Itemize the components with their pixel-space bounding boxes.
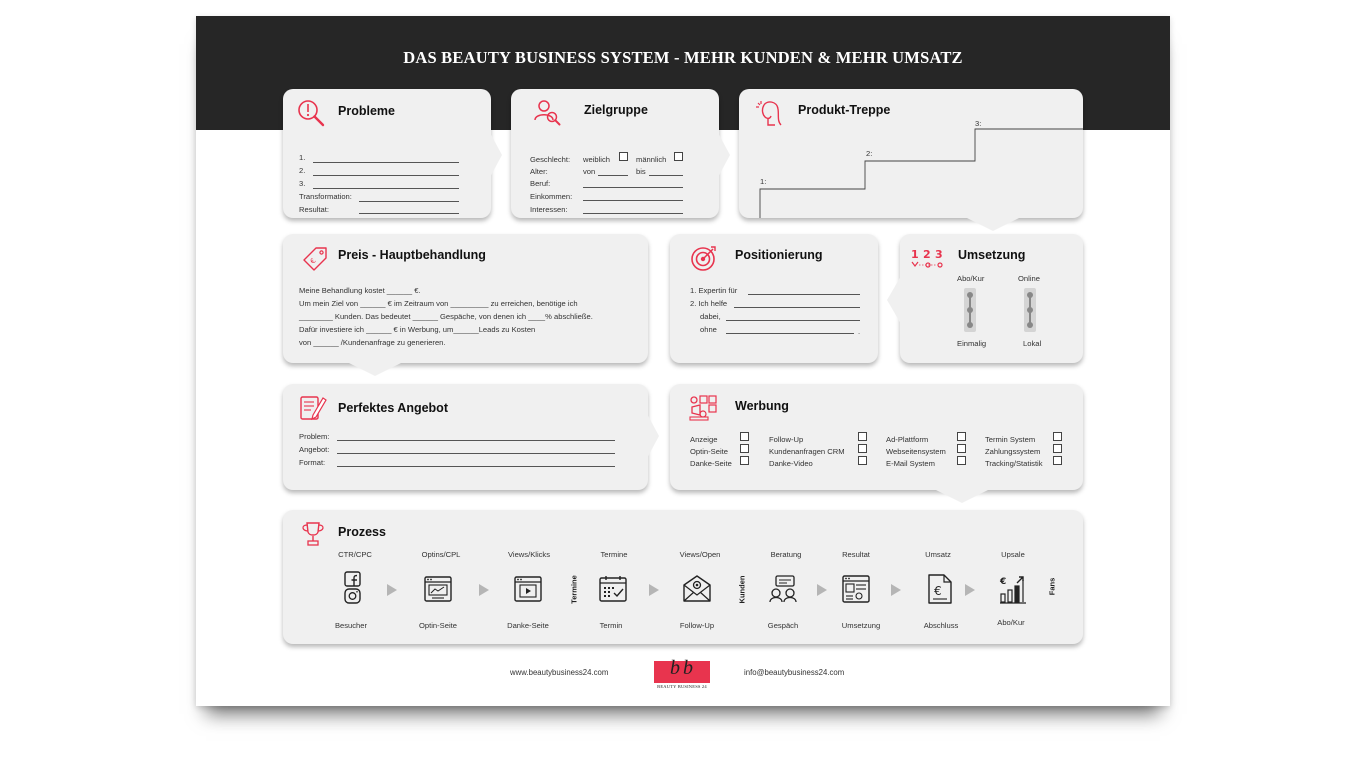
interessen-field[interactable] xyxy=(583,213,683,214)
optin-seite-checkbox[interactable] xyxy=(740,444,749,453)
preis-line-2: Um mein Ziel von ______ € im Zeitraum von _________ zu erreichen, benötige ich xyxy=(299,299,578,308)
proc-top-beratung: Beratung xyxy=(770,550,802,559)
online-label: Online xyxy=(1018,274,1040,283)
proc-top-upsale: Upsale xyxy=(1001,550,1025,559)
proc-bottom-abschluss: Abschluss xyxy=(923,621,959,630)
card-positionierung xyxy=(670,234,878,363)
werbung-termin-system: Termin System xyxy=(985,435,1036,444)
einkommen-field[interactable] xyxy=(583,200,683,201)
zahlungssystem-checkbox[interactable] xyxy=(1053,444,1062,453)
email-system-checkbox[interactable] xyxy=(957,456,966,465)
maennlich-checkbox[interactable] xyxy=(674,152,683,161)
user-search-icon xyxy=(533,98,561,126)
target-icon xyxy=(690,244,718,272)
process-arrow xyxy=(479,584,489,596)
icon-number-2: 2 xyxy=(923,248,931,261)
preis-line-5: von ______ /Kundenanfrage zu generieren. xyxy=(299,338,446,347)
price-tag-icon xyxy=(301,244,329,272)
process-arrow xyxy=(965,584,975,596)
proc-top-termine: Termine xyxy=(600,550,628,559)
card-umsetzung xyxy=(900,234,1083,363)
dabei-label: dabei, xyxy=(700,312,721,321)
proc-top-optins: Optins/CPL xyxy=(421,550,461,559)
werbung-tracking: Tracking/Statistik xyxy=(985,459,1043,468)
card-pointer xyxy=(717,131,731,179)
stair-diagram xyxy=(739,89,1083,218)
werbung-danke-video: Danke-Video xyxy=(769,459,813,468)
email-icon xyxy=(683,574,711,607)
card-zielgruppe xyxy=(511,89,719,218)
proc-top-ctr: CTR/CPC xyxy=(338,550,372,559)
proc-bottom-abo-kur: Abo/Kur xyxy=(997,618,1025,627)
format-field[interactable] xyxy=(337,466,615,467)
process-arrow xyxy=(817,584,827,596)
probleme-row-transformation: Transformation: xyxy=(299,192,352,201)
lokal-label: Lokal xyxy=(1023,339,1042,348)
einkommen-label: Einkommen: xyxy=(530,192,573,201)
numbers-123-icon xyxy=(910,247,946,269)
implementation-page-icon xyxy=(842,575,870,608)
weiblich-label: weiblich xyxy=(583,155,611,164)
card-pointer xyxy=(489,131,503,179)
growth-euro-sign: € xyxy=(1000,577,1007,587)
svg-text:€: € xyxy=(308,256,318,266)
abo-kur-label: Abo/Kur xyxy=(957,274,985,283)
process-arrow xyxy=(387,584,397,596)
umsetzung-title: Umsetzung xyxy=(958,248,1026,262)
logo-mark: bb xyxy=(670,657,696,679)
preis-title: Preis - Hauptbehandlung xyxy=(338,248,486,262)
card-prozess xyxy=(283,510,1083,644)
expertin-field[interactable] xyxy=(748,294,860,295)
alter-von-field[interactable] xyxy=(598,175,628,176)
page-title: DAS BEAUTY BUSINESS SYSTEM - MEHR KUNDEN & MEHR UMSATZ xyxy=(403,48,963,67)
invoice-euro-sign: € xyxy=(934,584,942,598)
process-arrow xyxy=(891,584,901,596)
anzeige-checkbox[interactable] xyxy=(740,432,749,441)
expertin-label: 1. Expertin für xyxy=(690,286,738,295)
geschlecht-label: Geschlecht: xyxy=(530,155,571,164)
beruf-label: Beruf: xyxy=(530,179,551,188)
card-pointer xyxy=(887,276,901,324)
optin-page-icon xyxy=(424,576,452,607)
consultation-icon xyxy=(769,575,797,608)
ohne-label: ohne xyxy=(700,325,717,334)
werbung-title: Werbung xyxy=(735,399,789,413)
angebot-field[interactable] xyxy=(337,453,615,454)
card-pointer xyxy=(932,488,992,504)
card-probleme xyxy=(283,89,491,218)
invoice-euro-icon xyxy=(928,574,952,609)
proc-bottom-follow-up: Follow-Up xyxy=(679,621,715,630)
danke-seite-checkbox[interactable] xyxy=(740,456,749,465)
werbung-anzeige: Anzeige xyxy=(690,435,718,444)
maennlich-label: männlich xyxy=(636,155,667,164)
probleme-row-1: 1. xyxy=(299,153,306,162)
step-3-label: 3: xyxy=(975,119,982,128)
card-perfektes-angebot xyxy=(283,384,648,490)
probleme-row-2: 2. xyxy=(299,166,306,175)
card-produkt-treppe xyxy=(739,89,1083,218)
probleme-row-3: 3. xyxy=(299,179,306,188)
card-pointer xyxy=(646,412,660,460)
prozess-title: Prozess xyxy=(338,525,386,539)
ich-helfe-field[interactable] xyxy=(734,307,860,308)
proc-top-resultat: Resultat xyxy=(842,550,870,559)
probleme-field-1[interactable] xyxy=(313,162,459,163)
logo-text: BEAUTY BUSINESS 24 xyxy=(657,684,707,689)
card-pointer xyxy=(345,361,405,377)
proc-bottom-besucher: Besucher xyxy=(334,621,368,630)
calendar-icon xyxy=(599,575,627,608)
bis-label: bis xyxy=(636,167,646,176)
danke-video-checkbox[interactable] xyxy=(858,456,867,465)
werbung-webseitensystem: Webseitensystem xyxy=(886,447,946,456)
von-label: von xyxy=(583,167,596,176)
werbung-ad-plattform: Ad-Plattform xyxy=(886,435,929,444)
werbung-danke-seite: Danke-Seite xyxy=(690,459,732,468)
worksheet xyxy=(196,16,1170,706)
beruf-field[interactable] xyxy=(583,187,683,188)
footer-website[interactable]: www.beautybusiness24.com xyxy=(510,668,609,677)
proc-bottom-umsetzung: Umsetzung xyxy=(841,621,881,630)
problem-label: Problem: xyxy=(299,432,330,441)
ohne-field[interactable] xyxy=(726,333,854,334)
video-page-icon xyxy=(514,576,542,607)
werbung-zahlungssystem: Zahlungssystem xyxy=(985,447,1041,456)
step-2-label: 2: xyxy=(866,149,873,158)
advertising-icon xyxy=(688,394,718,422)
end-mark: . xyxy=(858,327,861,336)
preis-line-1: Meine Behandlung kostet ______ €. xyxy=(299,286,421,295)
zielgruppe-title: Zielgruppe xyxy=(584,103,648,117)
probleme-row-resultat: Resultat: xyxy=(299,205,329,214)
tracking-checkbox[interactable] xyxy=(1053,456,1062,465)
werbung-email-system: E-Mail System xyxy=(886,459,935,468)
icon-number-3: 3 xyxy=(935,248,943,261)
online-lokal-slider[interactable] xyxy=(1024,288,1036,332)
vertical-label-termine: Termine xyxy=(569,575,579,604)
problem-field[interactable] xyxy=(337,440,615,441)
interessen-label: Interessen: xyxy=(530,205,568,214)
format-label: Format: xyxy=(299,458,326,467)
proc-top-views: Views/Klicks xyxy=(507,550,551,559)
alter-bis-field[interactable] xyxy=(649,175,683,176)
growth-chart-icon xyxy=(999,574,1027,609)
proc-bottom-gespraech: Gespäch xyxy=(767,621,799,630)
vertical-label-fans: Fans xyxy=(1047,577,1057,596)
webseitensystem-checkbox[interactable] xyxy=(957,444,966,453)
produkt-treppe-title: Produkt-Treppe xyxy=(798,103,891,117)
footer-email[interactable]: info@beautybusiness24.com xyxy=(744,668,845,677)
facebook-instagram-icon xyxy=(343,571,363,610)
proc-top-umsatz: Umsatz xyxy=(925,550,951,559)
step-1-label: 1: xyxy=(760,177,767,186)
process-arrow xyxy=(649,584,659,596)
vertical-label-kunden: Kunden xyxy=(737,575,747,604)
termin-system-checkbox[interactable] xyxy=(1053,432,1062,441)
werbung-follow-up: Follow-Up xyxy=(769,435,804,444)
icon-number-1: 1 xyxy=(911,248,919,261)
trophy-icon xyxy=(299,520,327,548)
ad-plattform-checkbox[interactable] xyxy=(957,432,966,441)
resultat-field[interactable] xyxy=(359,213,459,214)
einmalig-label: Einmalig xyxy=(957,339,987,348)
alter-label: Alter: xyxy=(530,167,548,176)
card-pointer xyxy=(963,216,1023,232)
ich-helfe-label: 2. Ich helfe xyxy=(690,299,728,308)
preis-line-3: ________ Kunden. Das bedeutet ______ Gespäche, von denen ich ____% abschließe. xyxy=(299,312,593,321)
proc-bottom-danke-seite: Danke-Seite xyxy=(507,621,549,630)
preis-line-4: Dafür investiere ich ______ € in Werbung, um______Leads zu Kosten xyxy=(299,325,536,334)
abo-einmalig-slider[interactable] xyxy=(964,288,976,332)
angebot-title: Perfektes Angebot xyxy=(338,401,448,415)
proc-bottom-optin-seite: Optin-Seite xyxy=(419,621,457,630)
probleme-field-2[interactable] xyxy=(313,175,459,176)
werbung-crm: Kundenanfragen CRM xyxy=(769,447,845,456)
transformation-field[interactable] xyxy=(359,201,459,202)
probleme-field-3[interactable] xyxy=(313,188,459,189)
card-werbung xyxy=(670,384,1083,490)
probleme-title: Probleme xyxy=(338,104,395,118)
proc-bottom-termin: Termin xyxy=(599,621,623,630)
angebot-label: Angebot: xyxy=(299,445,330,454)
proc-top-views-open: Views/Open xyxy=(679,550,721,559)
positionierung-title: Positionierung xyxy=(735,248,823,262)
werbung-optin-seite: Optin-Seite xyxy=(690,447,728,456)
card-preis xyxy=(283,234,648,363)
document-pen-icon xyxy=(299,394,327,422)
crm-checkbox[interactable] xyxy=(858,444,867,453)
magnifier-warning-icon xyxy=(297,99,325,127)
weiblich-checkbox[interactable] xyxy=(619,152,628,161)
follow-up-checkbox[interactable] xyxy=(858,432,867,441)
dabei-field[interactable] xyxy=(726,320,860,321)
